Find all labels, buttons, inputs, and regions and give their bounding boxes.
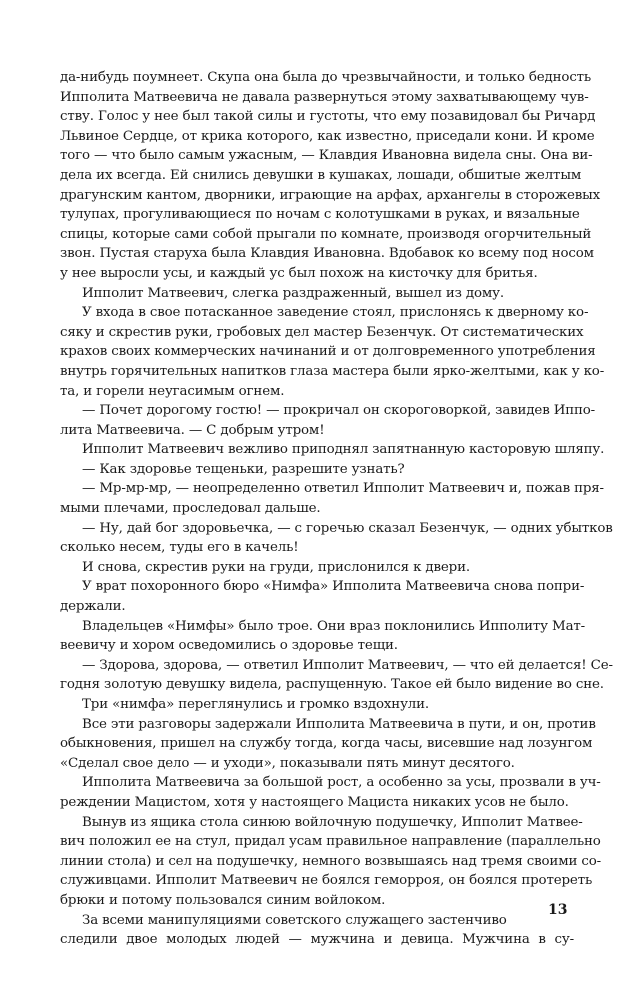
page-number: 13 xyxy=(548,902,568,918)
text-line: Ипполит Матвеевич вежливо приподнял запятнанную касторовую шляпу. xyxy=(82,442,605,458)
text-line: У входа в свое потасканное заведение стоял, прислонясь к дверному ко- xyxy=(82,305,589,321)
text-line: И снова, скрестив руки на груди, прислонился к двери. xyxy=(82,559,470,575)
text-line: крахов своих коммерческих начинаний и от долговременного употребления xyxy=(60,344,596,360)
text-line: ству. Голос у нее был такой силы и густоты, что ему позавидовал бы Ричард xyxy=(60,109,596,125)
text-line: «Сделал свое дело — и уходи», показывали пять минут десятого. xyxy=(60,755,515,771)
text-line: Владельцев «Нимфы» было трое. Они враз поклонились Ипполиту Мат- xyxy=(82,618,586,634)
text-line: вич положил ее на стул, придал усам правильное направление (параллельно xyxy=(60,834,601,850)
text-line: спицы, которые сами собой прыгали по комнате, производя огорчительный xyxy=(60,226,592,242)
text-line: Ипполит Матвеевич, слегка раздраженный, вышел из дому. xyxy=(82,285,504,301)
text-line: веевичу и хором осведомились о здоровье тещи. xyxy=(60,638,398,654)
text-line: годня золотую девушку видела, распущенную. Такое ей было видение во сне. xyxy=(60,677,604,693)
text-line: За всеми манипуляциями советского служащего застенчиво xyxy=(82,912,507,928)
text-line: того — что было самым ужасным, — Клавдия Ивановна видела сны. Она ви- xyxy=(60,148,593,164)
text-line: лита Матвеевича. — С добрым утром! xyxy=(60,422,325,438)
text-line: внутрь горячительных напитков глаза мастера были ярко-желтыми, как у ко- xyxy=(60,363,605,379)
text-line: дела их всегда. Ей снились девушки в кушаках, лошади, обшитые желтым xyxy=(60,167,582,183)
text-line: брюки и потому пользовался синим войлоком. xyxy=(60,892,386,908)
text-line: Ипполита Матвеевича за большой рост, а особенно за усы, прозвали в уч- xyxy=(82,775,601,791)
text-line: обыкновения, пришел на службу тогда, когда часы, висевшие над лозунгом xyxy=(60,736,593,752)
text-line: сколько несем, туды его в качель! xyxy=(60,540,299,556)
text-line: звон. Пустая старуха была Клавдия Ивановна. Вдобавок ко всему под носом xyxy=(60,246,594,262)
text-line: Вынув из ящика стола синюю войлочную подушечку, Ипполит Матвее- xyxy=(82,814,583,830)
body-text xyxy=(60,68,613,950)
text-line: та, и горели неугасимым огнем. xyxy=(60,383,285,399)
text-line: линии стола) и сел на подушечку, немного возвышаясь над тремя своими со- xyxy=(60,853,601,869)
text-line: у нее выросли усы, и каждый ус был похож на кисточку для бритья. xyxy=(60,265,538,281)
text-line: сяку и скрестив руки, гробовых дел мастер Безенчук. От систематических xyxy=(60,324,584,340)
text-line: мыми плечами, проследовал дальше. xyxy=(60,501,321,517)
text-line: служивцами. Ипполит Матвеевич не боялся геморроя, он боялся протереть xyxy=(60,873,593,889)
text-line: держали. xyxy=(60,599,126,615)
text-line: Ипполита Матвеевича не давала развернуться этому захватывающему чув- xyxy=(60,89,589,105)
text-line: — Мр-мр-мр, — неопределенно ответил Ипполит Матвеевич и, пожав пря- xyxy=(82,481,604,497)
text-line: — Здорова, здорова, — ответил Ипполит Матвеевич, — что ей делается! Се- xyxy=(82,657,613,673)
text-line: У врат похоронного бюро «Нимфа» Ипполита Матвеевича снова попри- xyxy=(82,579,585,595)
text-line: драгунским кантом, дворники, играющие на арфах, архангелы в сторожевых xyxy=(60,187,601,203)
text-line: следили двое молодых людей — мужчина и девица. Мужчина в су- xyxy=(60,932,574,948)
text-line: Все эти разговоры задержали Ипполита Матвеевича в пути, и он, против xyxy=(82,716,596,732)
text-line: да-нибудь поумнеет. Скупа она была до чрезвычайности, и только бедность xyxy=(60,70,592,85)
text-line: — Ну, дай бог здоровьечка, — с горечью сказал Безенчук, — одних убытков xyxy=(82,520,613,536)
text-line: Львиное Сердце, от крика которого, как известно, приседали кони. И кроме xyxy=(60,128,595,144)
text-line: — Почет дорогому гостю! — прокричал он скороговоркой, завидев Иппо- xyxy=(82,403,596,419)
text-line: Три «нимфа» переглянулись и громко вздохнули. xyxy=(82,697,430,712)
text-line: реждении Мацистом, хотя у настоящего Мациста никаких усов не было. xyxy=(60,794,569,810)
text-line: — Как здоровье тещеньки, разрешите узнать? xyxy=(82,461,405,477)
text-line: тулупах, прогуливающиеся по ночам с колотушками в руках, и вязальные xyxy=(60,207,580,223)
